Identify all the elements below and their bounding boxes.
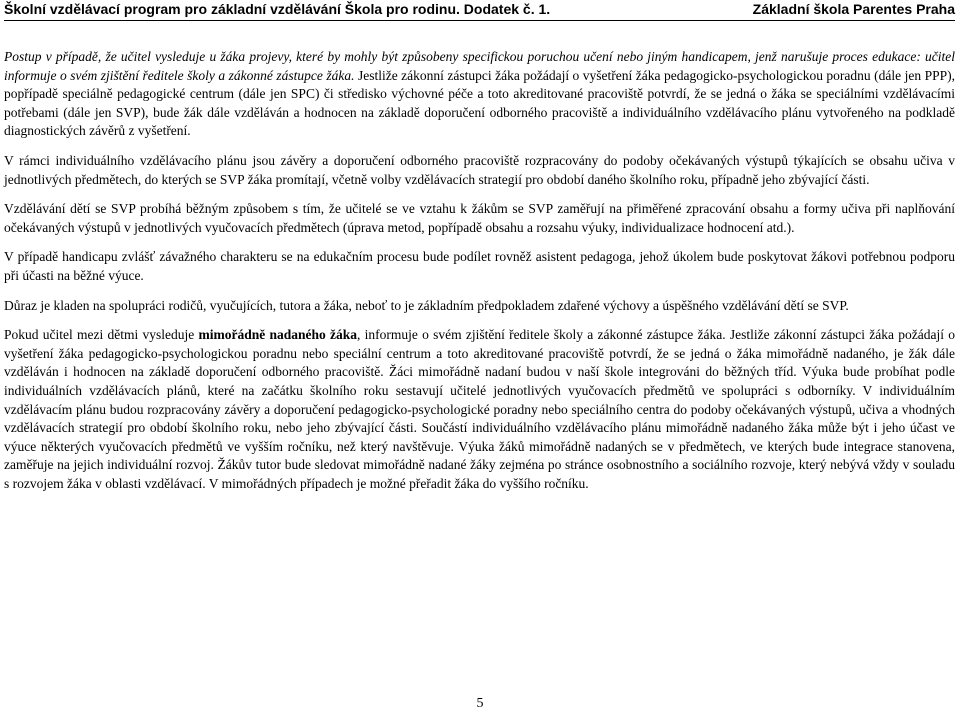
paragraph-procedure-text: Jestliže zákonní zástupci žáka požádají o vyšetření žáka pedagogicko-psychologickou poradnu (dále jen PPP), popřípadě speciálně pedagogické centrum (dále jen SPC) či středisko výchovné péče a toto akreditované pracoviště potvrdí, že se jedná o žáka se speciálními vzdělávacími potřebami (dále jen SVP), bude žák dále vzděláván a hodnocen na základě doporučení odborného pracoviště a individuálního vzdělávacího plánu vytvořeného na podkladě diagnostických závěrů z vyšetření. [4,67,956,139]
paragraph-gifted-before: Pokud učitel mezi dětmi vysleduje [4,327,199,343]
paragraph-gifted-bold: mimořádně nadaného žáka [198,327,357,343]
paragraph-gifted [4,326,955,493]
page-header [4,0,955,21]
paragraph-cooperation: Důraz je kladen na spolupráci rodičů, vyučujících, tutora a žáka, neboť to je základním předpokladem zdařené výchovy a úspěšného vzdělávání dětí se SVP. [4,297,849,313]
school-name: Základní škola Parentes Praha [752,1,955,17]
document-body [4,48,955,504]
paragraph-procedure [4,48,955,141]
page-number: 5 [476,696,484,711]
paragraph-gifted-after: , informuje o svém zjištění ředitele školy a zákonné zástupce žáka. Jestliže zákonní zástupci žáka požádají o vyšetření žáka pedagogicko-psychologickou poradnu nebo speciální centrum a toto akreditované pracoviště potvrdí, že se jedná o žáka mimořádně nadaného, je žák dále vzděláván i hodnocen na základě doporučení odborného pracoviště. Žáci mimořádně nadaní budou v naší škole integrováni do běžných tříd. Výuka bude probíhat podle individuálních vzdělávacích plánů, které na začátku školního roku sestavují učitelé jednotlivých vyučovacích předmětů ve spolupráci s odborníky. V individuálním vzdělávacím plánu budou rozpracovány závěry a doporučení pedagogicko-psychologické poradny nebo speciálního centra do podoby očekávaných výstupů, učiva a vhodných vzdělávacích strategií pro období školního roku, nebo jeho zbývající části. Součástí individuálního vzdělávacího plánu mimořádně nadaného žáka může být i jeho účast ve výuce některých vyučovacích předmětů ve vyšším ročníku, než který navštěvuje. Výuka žáků mimořádně nadaných se v předmětech, ve kterých bude integrace stanovena, zaměřuje na jejich individuální rozvoj. Žákův tutor bude sledovat mimořádně nadané žáky zejména po stránce osobnostního a sociálního rozvoje, který nebývá vždy v souladu s rozvojem žáka v oblasti vzdělávací. V mimořádných případech je možné přeřadit žáka do vyššího ročníku. [4,327,955,491]
paragraph-procedure-italic: Postup v případě, že učitel vysleduje u žáka projevy, které by mohly být způsobeny specifickou poruchou učení nebo jiným handicapem, jenž narušuje proces edukace: učitel informuje o svém zjištění ředitele školy a zákonné zástupce žáka. [4,49,955,83]
document-title: Školní vzdělávací program pro základní vzdělávání Škola pro rodinu. Dodatek č. 1. [4,1,551,17]
paragraph-svp-education: Vzdělávání dětí se SVP probíhá běžným způsobem s tím, že učitelé se ve vztahu k žákům se SVP zaměřují na přiměřené zpracování obsahu a formy učiva při naplňování očekávaných výstupů v jednotlivých vyučovacích předmětech (úprava metod, popřípadě obsahu a rozsahu výuky, individualizace hodnocení atd.). [4,201,955,235]
paragraph-ivp: V rámci individuálního vzdělávacího plánu jsou závěry a doporučení odborného pracoviště rozpracovány do podoby očekávaných výstupů týkajících se obsahu učiva v jednotlivých předmětech, do kterých se SVP žáka promítají, včetně volby vzdělávacích strategií pro období daného školního roku, případně jeho zbývající části. [4,152,955,187]
paragraph-handicap: V případě handicapu zvlášť závažného charakteru se na edukačním procesu bude podílet rovněž asistent pedagoga, jehož úkolem bude poskytovat žákovi potřebnou podporu při účasti na běžné výuce. [4,249,955,283]
